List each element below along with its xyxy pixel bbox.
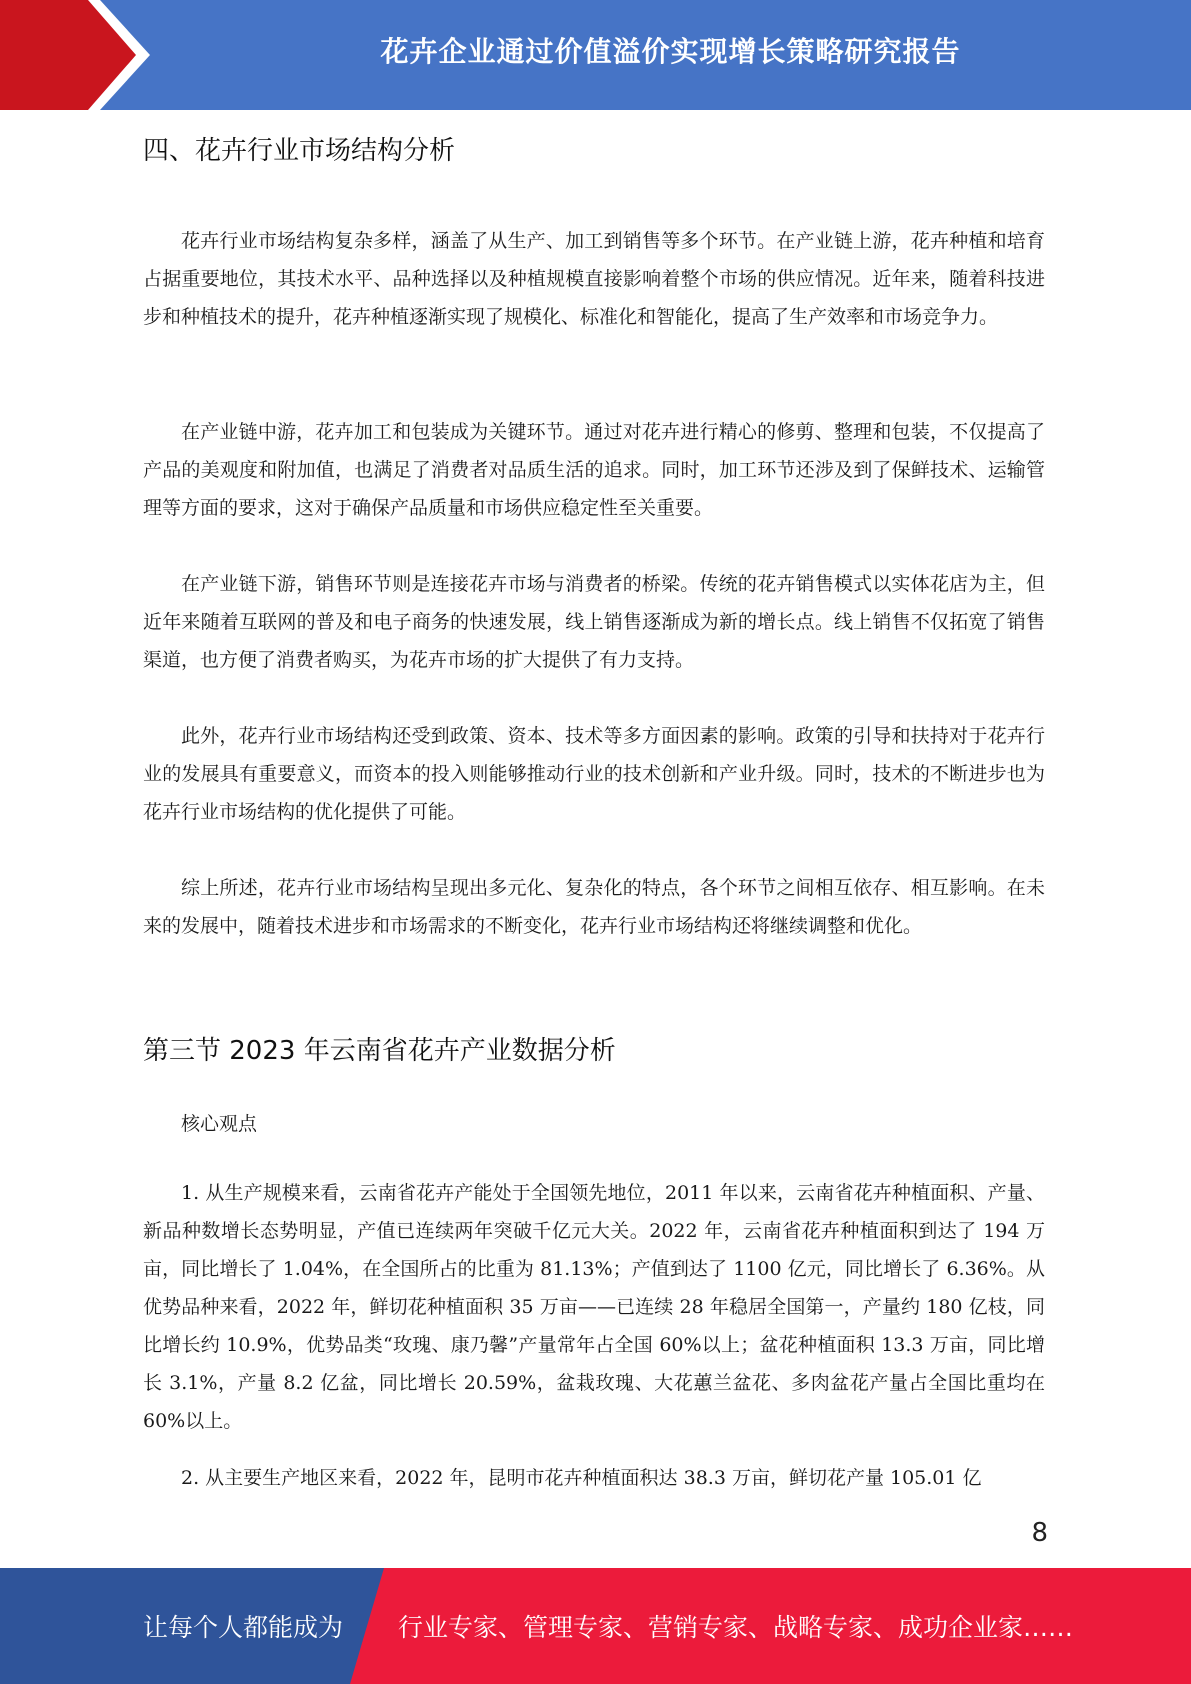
page-header (0, 0, 1191, 110)
core-viewpoint-label: 核心观点 (181, 1113, 258, 1135)
footer-slogan-left: 让每个人都能成为 (143, 1613, 344, 1642)
section-heading: 四、花卉行业市场结构分析 (143, 136, 456, 166)
paragraph: 2. 从主要生产地区来看，2022 年，昆明市花卉种植面积达 38.3 万亩，鲜切花产量 105.01 亿 (181, 1467, 982, 1489)
page-number: 8 (1031, 1518, 1048, 1548)
paragraph: 在产业链下游，销售环节则是连接花卉市场与消费者的桥梁。传统的花卉销售模式以实体花店为主，但近年来随着互联网的普及和电子商务的快速发展，线上销售逐渐成为新的增长点。线上销售不仅拓宽了销售渠道，也方便了消费者购买，为花卉市场的扩大提供了有力支持。 (143, 573, 1045, 671)
paragraph: 在产业链中游，花卉加工和包装成为关键环节。通过对花卉进行精心的修剪、整理和包装，不仅提高了产品的美观度和附加值，也满足了消费者对品质生活的追求。同时，加工环节还涉及到了保鲜技术、运输管理等方面的要求，这对于确保产品质量和市场供应稳定性至关重要。 (143, 421, 1045, 519)
paragraph: 1. 从生产规模来看，云南省花卉产能处于全国领先地位，2011 年以来，云南省花卉种植面积、产量、新品种数增长态势明显，产值已连续两年突破千亿元大关。2022 年，云南省花卉种植面积到达了 194 万亩，同比增长了 1.04%，在全国所占的比重为 81.13%；产值到达了 1100 亿元，同比增长了 6.36%。从优势品种来看，2022 年，鲜切花种植面积 35 万亩——已连续 28 年稳居全国第一，产量约 180 亿枝，同比增长约 10.9%，优势品类“玫瑰、康乃馨”产量常年占全国 60%以上；盆花种植面积 13.3 万亩，同比增长 3.1%，产量 8.2 亿盆，同比增长 20.59%，盆栽玫瑰、大花蕙兰盆花、多肉盆花产量占全国比重均在 60%以上。 (143, 1182, 1045, 1432)
page-footer (0, 1568, 1191, 1684)
report-title: 花卉企业通过价值溢价实现增长策略研究报告 (380, 35, 961, 68)
footer-slogan-right: 行业专家、管理专家、营销专家、战略专家、成功企业家…… (398, 1613, 1074, 1642)
paragraph: 综上所述，花卉行业市场结构呈现出多元化、复杂化的特点，各个环节之间相互依存、相互影响。在未来的发展中，随着技术进步和市场需求的不断变化，花卉行业市场结构还将继续调整和优化。 (143, 877, 1045, 937)
paragraph: 此外，花卉行业市场结构还受到政策、资本、技术等多方面因素的影响。政策的引导和扶持对于花卉行业的发展具有重要意义，而资本的投入则能够推动行业的技术创新和产业升级。同时，技术的不断进步也为花卉行业市场结构的优化提供了可能。 (143, 725, 1045, 823)
paragraph: 花卉行业市场结构复杂多样，涵盖了从生产、加工到销售等多个环节。在产业链上游，花卉种植和培育占据重要地位，其技术水平、品种选择以及种植规模直接影响着整个市场的供应情况。近年来，随着科技进步和种植技术的提升，花卉种植逐渐实现了规模化、标准化和智能化，提高了生产效率和市场竞争力。 (143, 230, 1045, 328)
section-heading: 第三节 2023 年云南省花卉产业数据分析 (143, 1036, 616, 1066)
